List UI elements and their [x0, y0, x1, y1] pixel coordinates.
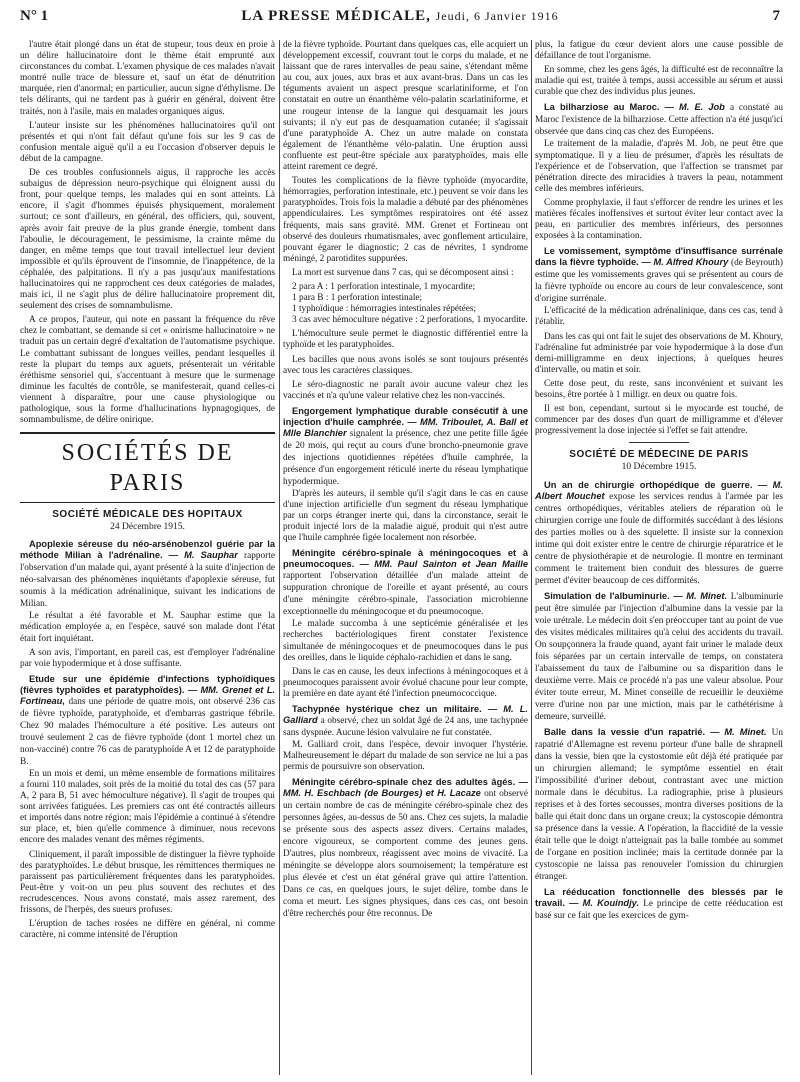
society-heading: SOCIÉTÉ MÉDICALE DES HOPITAUX	[52, 509, 243, 521]
article-heading	[283, 548, 528, 618]
article-title: La rééducation fonctionnelle des blessés par le travail.	[535, 886, 783, 908]
article-lead: rapportent l'observation détaillée d'un malade atteint de suppuration chronique de l'oreille et ayant présenté, au cours d'une méningite cérébro-spinale, l'association microbienne exceptionnelle du méningocoque et du pneumocoque.	[283, 571, 528, 618]
column-3	[535, 40, 783, 1080]
paragraph: Le séro-diagnostic ne paraît avoir aucune valeur chez les vaccinés et n'a qu'une valeur relative chez les non-vaccinés.	[283, 379, 528, 401]
paragraph: Comme prophylaxie, il faut s'efforcer de rendre les urines et les matières fécales inoffensives et surtout éviter leur contact avec la peau, en particulier des membres inférieurs, des personnes exposées à la contamination.	[535, 197, 783, 242]
paragraph: Dans les cas qui ont fait le sujet des observations de M. Khoury, l'adrénaline fut administrée par voie hypodermique à la dose d'un demi-milligramme en deux injections, à quelques heures d'intervalle, ou matin et soir.	[535, 331, 783, 375]
paragraph: A ce propos, l'auteur, qui note en passant la fréquence du rêve chez le combattant, se demande si cet « onirisme hallucinatoire » ne traduit pas un certain degré d'exaltation de l'automatisme psychique. Le combattant subissant de longues veilles, pendant lesquelles il reste la plupart du temps aux aguets, présenterait un véritable éréthisme sensoriel qui, s'accentuant à mesure que le surmenage diminue les facultés de contrôle, se manifesterait, quand celles-ci viennent à disparaître, pour une cause physiologique ou pathologique, sous la forme d'hallucinations hypnagogiques, de somnambulisme, de délire onirique.	[20, 315, 275, 426]
column-1	[20, 40, 275, 1080]
article-title: Méningite cérébro-spinale chez des adultes âgés.	[292, 777, 516, 788]
paragraph: plus, la fatigue du cœur devient alors une cause possible de défaillance de tout l'organisme.	[535, 40, 783, 62]
article-lead: expose les services rendus à l'armée par les centres orthopédiques, véritables ateliers de réparation où le chirurgien corrige une foule de difformités succédant à des lésions des parties molles ou à des squelette. Il insiste sur la connexion intime qui doit exister entre le centre de chirurgie réparatrice et le centre de physiothérapie et de neurologie. Il montre en terminant comment le traitement bien conduit des blessures de guerre permet d'éviter beaucoup de ces difformités.	[535, 491, 783, 586]
article-author: — M. Minet.	[710, 726, 767, 737]
paragraph: L'efficacité de la médication adrénalinique, dans ces cas, tend à l'établir.	[535, 306, 783, 328]
article-heading	[535, 887, 783, 922]
mortality-list	[292, 282, 528, 326]
paragraph: La mort est survenue dans 7 cas, qui se décomposent ainsi :	[292, 267, 514, 278]
paragraph: Les bacilles que nous avons isolés se sont toujours présentés avec tous les caractères classiques.	[283, 354, 528, 376]
article-heading	[535, 480, 783, 587]
divider	[629, 442, 689, 443]
journal-name: LA PRESSE MÉDICALE,	[241, 8, 431, 24]
article-author: — MM. Grenet et L. Fortineau,	[20, 684, 275, 706]
article-author: — M. E. Job	[664, 102, 725, 113]
paragraph: Dans le cas en cause, les deux infections à méningocoques et à pneumocoques paraissent avoir évolué chacune pour leur compte, la première en date ayant été l'infection pneumococcique.	[283, 666, 528, 699]
article-heading	[283, 406, 528, 488]
paragraph: A son avis, l'important, en pareil cas, est d'employer l'adrénaline par voie hypodermique et à dose suffisante.	[20, 647, 275, 669]
article-heading	[20, 674, 275, 768]
article-author: — M. Alfred Khoury	[641, 257, 729, 268]
session-date: 24 Décembre 1915.	[110, 522, 185, 533]
article-title: Tachypnée hystérique chez un militaire.	[292, 704, 482, 715]
paragraph: Le résultat a été favorable et M. Sauphar estime que la médication employée a, en l'espèce, sauvé son malade dont l'état était fort inquiétant.	[20, 611, 275, 644]
paragraph: Cliniquement, il paraît impossible de distinguer la fièvre typhoïde des paratyphoïdes. Le début brusque, les rémittences thermiques ne paraissent pas particulièrement fréquentes dans les paratyphoïdes. Peut-être y voit-on un peu plus souvent des rechutes et des recrudescences. Nous avons constaté, mais assez rarement, des frissons, de l'herpès, des sueurs profuses.	[20, 849, 275, 915]
article-lead: rapporte l'observation d'un malade qui, ayant présenté à la suite d'injection de néo-salvarsan des phénomènes inquiétants d'apoplexie séreuse, fut soumis à la médication adrénalinique, suivant les indications de Milian.	[20, 551, 275, 610]
article-author: — M. Sauphar	[168, 550, 238, 561]
page-header	[20, 2, 780, 32]
article-lead: dans une période de quatre mois, ont observé 236 cas de fièvre typhoïde, paratyphoïde, et d'embarras gastrique fébrile. Chez 90 malades l'hémoculture a été positive. Les auteurs ont trouvé seulement 2 cas de fièvre typhoïde (dont 1 mortel chez un non-vacciné) contre 76 cas de paratyphoïde A et 12 de paratyphoïde B.	[20, 696, 275, 767]
article-author: — MM. Triboulet, A. Ball et Mlle Blanchier	[283, 416, 528, 438]
article-heading	[535, 246, 783, 305]
section-title: SOCIÉTÉS DE PARIS	[20, 432, 275, 503]
article-title: Apoplexie séreuse du néo-arsénobenzol guérie par la méthode Milian à l'adrénaline.	[20, 539, 275, 561]
article-lead: Le principe de cette rééducation est basé sur ce fait que les exercices de gym-	[535, 898, 783, 921]
paragraph: Cette dose peut, du reste, sans inconvénient et suivant les besoins, être portée à 1 milligr. en deux ou quatre fois.	[535, 378, 783, 400]
article-author: — M. L. Galliard	[283, 704, 528, 726]
article-heading	[283, 777, 528, 920]
paragraph: D'après les auteurs, il semble qu'il s'agit dans le cas en cause d'une injection artificielle d'un segment du réseau lymphatique par un corps étranger inerte qui, dans la circonstance, serait le produit injecté lors de la maladie aiguë, produit qui n'est autre que l'huile camphrée figée localement non résorbée.	[283, 488, 528, 544]
column-rule	[279, 40, 280, 1075]
article-title: Engorgement lymphatique durable consécutif à une injection d'huile camphrée.	[283, 405, 528, 427]
paragraph: l'autre était plongé dans un état de stupeur, tous deux en proie à un délire hallucinatoire dont le thème était emprunté aux circonstances du combat. L'examen physique de ces malades n'avait montré nulle trace de blessure et, sauf un état de dénutrition marquée, rien d'anormal; en particulier, aucun signe d'éthylisme. De tels délirants, qui ne tardent pas à guérir en général, doivent être traités, non à l'asile, mais en malades organiques aigus.	[20, 40, 275, 117]
article-heading	[535, 727, 783, 883]
article-author: — MM. Paul Sainton et Jean Maille	[359, 559, 528, 570]
article-title: Simulation de l'albuminurie.	[544, 590, 670, 601]
list-item: 2 para A : 1 perforation intestinale, 1 myocardite;	[292, 281, 476, 292]
article-title: Balle dans la vessie d'un rapatrié.	[544, 726, 706, 737]
list-item: 1 typhoïdique : hémorragies intestinales répétées;	[292, 304, 477, 315]
article-heading	[283, 704, 528, 739]
article-lead: a constaté au Maroc l'existence de la bilharziose. Cette affection n'a été jusqu'ici observée que dans cinq cas chez des Européens.	[535, 103, 783, 138]
article-title: Un an de chirurgie orthopédique de guerre.	[544, 479, 753, 490]
paragraph: Il est bon, cependant, surtout si le myocarde est touché, de commencer par des doses d'un quart de milligramme et d'élever progressivement la dose injectée si l'effet se fait attendre.	[535, 404, 783, 437]
list-item: 3 cas avec hémoculture négative : 2 perforations, 1 myocardite.	[292, 315, 528, 326]
society-heading: SOCIÉTÉ DE MÉDECINE DE PARIS	[569, 449, 749, 461]
paragraph: En un mois et demi, un même ensemble de formations militaires a fourni 110 malades, soit près de la moitié du total des cas (57 para A, 2 para B, 51 avec hémoculture négative). Il s'agit de troupes qui sont arrivées fatiguées. Les premiers cas ont été contractés ailleurs et importés dans notre région; mais l'épidémie a continué à s'étendre sur place, et, bien qu'elle commence à diminuer, nous recevons encore des malades venant des mêmes régiments.	[20, 768, 275, 846]
article-lead: (de Beyrouth) estime que les vomissements graves qui se présentent au cours de la fièvre typhoïde ou encore au cours de leur convalescence, sont d'origine surrénale.	[535, 258, 783, 305]
column-rule	[531, 40, 532, 1075]
paragraph: de la fièvre typhoïde. Pourtant dans quelques cas, elle acquiert un développement excessif, couvrant tout le corps du malade, et ne laissant que de rares intervalles de peau saine, s'étendant même au cou, aux joues, aux bras et aux avant-bras. Dans un cas les téguments avaient un aspect presque scarlatiniforme, et l'on constatait en outre un énanthème vélo-palatin scarlatiniforme, et une rougeur intense de la langue qui desquamait les jours suivants; il n'y eut pas de desquamation cutanée; il s'agissait d'une paratyphoïde A. Chez un autre malade on constata également de l'énanthème vélo-palatin. Une éruption aussi confluente est peut-être spéciale aux paratyphoïdes, mais elle atteint rarement ce degré.	[283, 40, 528, 173]
article-author: — MM. H. Eschbach (de Bourges) et H. Lacaze	[283, 777, 528, 799]
article-author: — M. Albert Mouchet	[535, 479, 783, 501]
article-title: Méningite cérébro-spinale à méningocoques et à pneumocoques.	[283, 548, 528, 570]
journal-title	[20, 8, 780, 25]
article-lead: L'albuminurie peut être simulée par l'injection d'albumine dans la vessie par la voie urétrale. Le médecin doit s'en préoccuper tant au point de vue des visites médicales militaires qu'à celui des accidents du travail. On soupçonnera la fraude quand, ayant fait uriner le malade deux fois séparées par un certain intervalle de temps, on constatera l'abaissement du taux de l'albumine ou sa disparition dans le deuxième verre. Mais ce procédé n'a pas une valeur absolue. Pour éviter toute erreur, M. Minet conseille de recueillir le deuxième verre d'urine non par une miction, mais par le cathétérisme à demeure, surveillé.	[535, 591, 783, 722]
article-lead: ont observé un certain nombre de cas de méningite cérébro-spinale chez des personnes âgées, au-dessus de 50 ans. Chez ces sujets, la maladie se présente sous des aspects assez divers. Certains malades, encore vigoureux, se comportent comme des jeunes gens. D'autres, plus nombreux, réagissent avec moins de vivacité. La méningite se développe alors sournoisement; la température est plus élevée et c'est un état général grave qui attire l'attention. Dans ce cas, en quelques jours, le sujet délire, tombe dans le coma et meurt. Les signes physiques, dans ces cas, ont besoin d'être recherchés pour être reconnus. De	[283, 789, 528, 920]
session-date: 10 Décembre 1915.	[621, 462, 697, 473]
article-title: La bilharziose au Maroc.	[544, 102, 660, 113]
article-lead: signalent la présence, chez une petite fille âgée de 20 mois, qui reçut au cours d'une broncho-pneumonie grave des injections quotidiennes répétées d'huile camphrée, la présence d'un engorgement réticulé inerte du réseau lymphatique hypodermique.	[283, 428, 528, 487]
issue-number: N° 1	[20, 8, 49, 24]
article-lead: a observé, chez un soldat âgé de 24 ans, une tachypnée sans dyspnée. Aucune lésion valvulaire ne fut constatée.	[283, 716, 528, 739]
paragraph: L'auteur insiste sur les phénomènes hallucinatoires qu'il ont présentés et qui n'ont fait défaut qu'une fois sur les 9 cas de confusion mentale aiguë qu'il a eu l'occasion d'observer depuis le début de la campagne.	[20, 120, 275, 164]
article-title: Le vomissement, symptôme d'insuffisance surrénale dans la fièvre typhoïde.	[535, 246, 783, 268]
paragraph: En somme, chez les gens âgés, la difficulté est de reconnaître la maladie qui est, traitée à temps, aussi accessible au sérum et aussi curable que chez des individus plus jeunes.	[535, 65, 783, 98]
issue-date: Jeudi, 6 Janvier 1916	[435, 9, 559, 23]
paragraph: M. Galliard croit, dans l'espèce, devoir invoquer l'hystérie. Malheureusement le départ du malade de son service ne lui a pas permis de poursuivre son observation.	[283, 740, 528, 773]
paragraph: Le traitement de la maladie, d'après M. Job, ne peut être que symptomatique. Il y a lieu de présumer, d'après les résultats de l'expérience et de l'observation, que l'affection se transmet par pénétration directe des miracidies à travers la peau, notamment celle des membres inférieurs.	[535, 139, 783, 194]
article-heading	[535, 102, 783, 138]
article-heading	[20, 539, 275, 610]
paragraph: De ces troubles confusionnels aigus, il rapproche les accès subaigus de dépression neuro-psychique qui éloignent aussi du front, pour quelque temps, les malades qui en sont atteints. Là encore, il s'agit d'hommes épuisés physiquement, moralement surtout; ce sont d'ailleurs, en général, des officiers, qui, souvent, après avoir fait preuve de la plus grande énergie, tombent dans l'aboulie, le découragement, le pessimisme, la crainte même du danger, en même temps que tout travail intellectuel leur devient impossible et qu'ils éprouvent de l'insomnie, de l'inappétence, de la céphalée, des palpitations. Il n'y a pas jusqu'aux manifestations hallucinatoires qui ne rapprochent ces deux catégories de malades, mais ici, il ne s'agit plus de délire hallucinatoire proprement dit, seulement des crises de somnambulisme.	[20, 168, 275, 312]
list-item: 1 para B : 1 perforation intestinale;	[292, 293, 423, 304]
page-number: 7	[772, 8, 780, 24]
paragraph: L'hémoculture seule permet le diagnostic différentiel entre la typhoïde et les paratyphoïdes.	[283, 329, 528, 351]
paragraph: Le malade succomba à une septicémie généralisée et les recherches bactériologiques firent constater l'existence simultanée de méningocoques et de pneumocoques dans le pus des oreilles, dans le liquide céphalo-rachidien et dans le sang.	[283, 619, 528, 663]
article-author: — M. Minet.	[673, 590, 728, 601]
article-title: Etude sur une épidémie d'infections typhoïdiques (fièvres typhoïdes et paratyphoïdes).	[20, 673, 275, 695]
article-lead: Un rapatrié d'Allemagne est revenu porteur d'une balle de shrapnell dans la vessie, bien que la cystostomie eût déjà été pratiquée par un chirurgien allemand; le symptôme essentiel en était l'impossibilité d'uriner debout, contrastant avec une miction normale dans le décubitus. La radiographie, prise à plusieurs reprises et à des fortes secousses, montra diverses positions de la balle qui était donc dans un organe creux; la cystoscopie démontra sa présence dans la vessie. A l'opération, la flaccidité de la vessie était telle que le doigt n'atteignait pas la balle tombée au sommet de l'organe en position inclinée; mais la certitude donnée par la cystoscopie ne laissa pas renouveler l'omission du chirurgien étranger.	[535, 727, 783, 882]
paragraph: Toutes les complications de la fièvre typhoïde (myocardite, hémorragies, perforation intestinale, etc.) peuvent se voir dans les paratyphoïdes. Trois fois la maladie a débuté par des phénomènes appendiculaires. Les symptômes respiratoires ont été assez fréquents, mais sans gravité. MM. Grenet et Fortineau ont observé des douleurs rhumatismales, avec gonflement articulaire, pouvant égarer le diagnostic; 2 cas de névrites, 1 syndrome méningé, 2 parotidites suppurées.	[283, 176, 528, 264]
paragraph: L'éruption de taches rosées ne diffère en général, ni comme caractère, ni comme intensité de l'éruption	[20, 919, 275, 941]
article-heading	[535, 591, 783, 723]
article-author: — M. Kouindjy.	[569, 897, 640, 908]
column-2	[283, 40, 528, 1080]
